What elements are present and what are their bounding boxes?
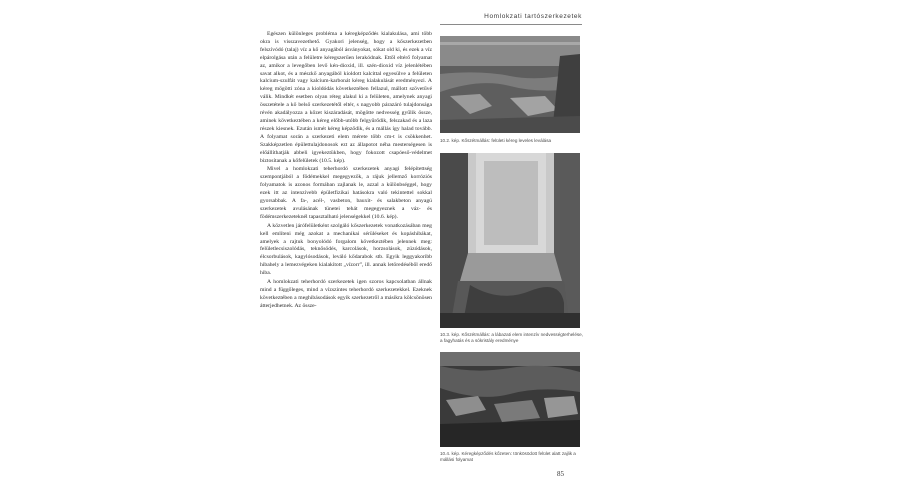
photo-crust-formation [440, 352, 580, 447]
running-header: Homlokzati tartószerkezetek [484, 13, 582, 20]
caption-10-3: 10.3. kép. Kőszétmállás: a lábazati elem intenzív nedvességterhelése, a fagyhatás és a sókristály eredménye [440, 332, 583, 343]
photo-plinth-moisture [440, 153, 580, 328]
paragraph: Mivel a homlokzati teherhordó szerkezetek anyagi felépítettség szempontjából a födémekkel megegyezők, a rájuk jellemző korróziós folyamatok is azonos formában zajlanak le, azzal a különbséggel, hogy ezek itt az intenzívebb épületfizikai hatásokra való tekintettel sokkal gyorsabbak. A fa-, acél-, vasbeton, bauxit- és salakbeton anyagú szerkezetek avulásának tünetei tehát megegyeznek a váz- és födémszerkezeteknél tapasztalható jelenségekkel (10.6. kép). [260, 166, 432, 220]
caption-10-4: 10.4. kép. Kéregképződés kőzeten: tönkösödott felület alatt zajlik a mállási folyamat [440, 451, 576, 462]
paragraph: A homlokzati teherhordó szerkezetek igen szoros kapcsolatban állnak mind a függőleges, mind a vízszintes teherhordó szerkezetekkel. Ezeknek következtében a meghibásodások egyik szerkezetről a másikra kölcsönösen átterjedhetnek. Az össze- [260, 279, 432, 309]
body-text-column [260, 31, 432, 471]
paragraph: A közvetlen járófelületként szolgáló kőszerkezetek vonatkozásában meg kell említeni még azokat a mechanikai sérüléseket és kopáshibákat, amelyek a rajtuk bonyolódó forgalom következtében jelennek meg: felületlecsiszolódás, teknősödés, karcolások, horzsolások, zúzódások, élcsorbulások, kagylósodások, leváló kődarabok stb. Egyik leggyakoribb hibahely a lemezvégeken kialakított „vízorr”, ill. annak letöredéséből eredő hiba. [260, 222, 432, 277]
caption-10-2: 10.2. kép. Kőszétmállás: felületi kéreg leveles leválása [440, 138, 552, 143]
page-number: 85 [557, 470, 564, 478]
paragraph: Egészen különleges probléma a kéregképződés kialakulása, ami több okra is visszavezethető. Gyakori jelenség, hogy a kőszerkezetben felszívódó (talaj) víz a kő anyagából ásványokat, sókat old ki, és ezek a víz elpárolgása után a felületre kéregszerűen lerakódnak. Ettől eltérő folyamat az, amikor a levegőben levő kén-dioxid, ill. szén-dioxid víz jelenlétében savat alkot, és a mészkő anyagából kioldott kalcittal egyesülve a felületen kalcium-szulfát vagy kalcium-karbonát kéreg kialakulását eredményezi. A kéreg mögötti zóna a kioldódás következtében fellazul, mállott szövetűvé válik. Mindkét esetben olyan réteg alakul ki a felületen, amelynek anyagi összetétele a kő belső szerkezetétől eltér, s nagyobb párazáró tulajdonsága révén akadályozza a kőzet kiszáradását, mögötte nedvesség gyűlik össze, aminek következtében a kéreg előbb-utóbb felgyűrődik, felszakad és a laza részek kiesnek. Ezután ismét kéreg képződik, és a mállás így halad tovább. A folyamat során a szerkezeti elem mérete több cm-t is csökkenhet. Szakképzetlen épülettulajdonosok ezt az állapotot néha mesterségesen is előállíthatják abbeli igyekeztükben, hogy fokozott csapóeső-védelmet biztosítanak a kőfelületek (10.5. kép). [260, 31, 432, 164]
photo-stone-crust-peeling [440, 36, 580, 133]
header-rule [440, 24, 582, 25]
